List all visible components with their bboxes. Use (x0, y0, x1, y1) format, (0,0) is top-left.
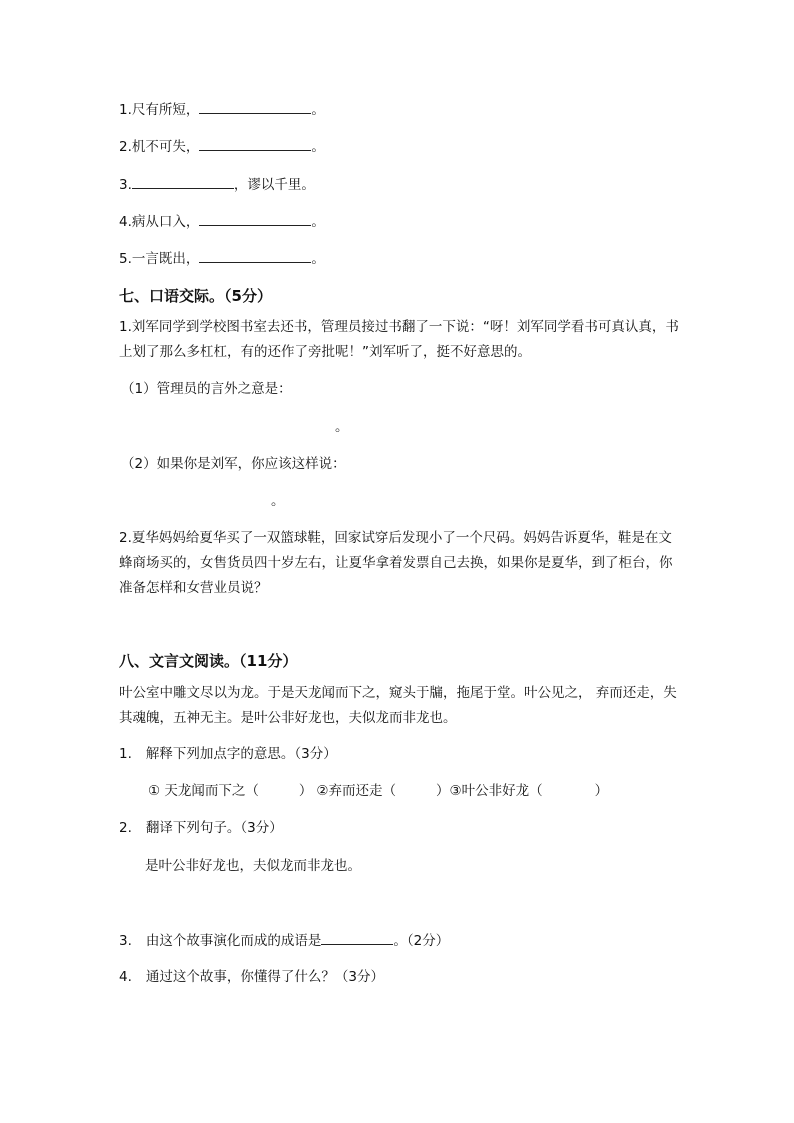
idiom-1-suffix: 。 (311, 102, 325, 118)
question-4-number: 4. (119, 969, 132, 985)
idiom-3-prefix: 3. (119, 177, 132, 193)
idiom-2-blank[interactable] (199, 136, 311, 151)
idiom-5-suffix: 。 (311, 251, 325, 267)
item-c-close: ） (594, 783, 609, 799)
idiom-5-blank[interactable] (199, 248, 311, 263)
question-3-blank[interactable] (321, 930, 393, 945)
item-a-label: ① 天龙闻而下之（ (148, 783, 259, 799)
idiom-line-3 (119, 174, 315, 195)
question-2-text: 翻译下列句子。（3分） (145, 820, 283, 836)
idiom-line-2 (119, 136, 325, 157)
idiom-2-prefix: 2.机不可失， (119, 139, 200, 155)
idiom-2-suffix: 。 (311, 139, 325, 155)
question-1-number: 1. (119, 746, 132, 762)
question-1-text: 解释下列加点字的意思。（3分） (145, 746, 337, 762)
section-8-question-1 (119, 744, 337, 764)
question-2-sentence: 是叶公非好龙也，夫似龙而非龙也。 (145, 858, 361, 874)
section-7-sub-1-answer-end[interactable]: 。 (335, 419, 349, 435)
question-4-text: 通过这个故事，你懂得了什么？（3分） (145, 969, 384, 985)
question-2-number: 2. (119, 820, 132, 836)
item-c-label: ③叶公非好龙（ (449, 783, 543, 799)
classical-passage: 叶公室中雕文尽以为龙。于是天龙闻而下之，窥头于牖，拖尾于堂。叶公见之， 弃而还走，失其魂魄，五神无主。是叶公非好龙也，夫似龙而非龙也。 (119, 685, 677, 726)
section-7-question-1: 1.刘军同学到学校图书室去还书，管理员接过书翻了一下说：“呀！刘军同学看书可真认真，书上划了那么多杠杠，有的还作了旁批呢！”刘军听了，挺不好意思的。 (119, 319, 679, 360)
item-b-close: ） (436, 783, 450, 799)
idiom-line-4 (119, 211, 325, 232)
idiom-4-blank[interactable] (199, 211, 311, 226)
section-7-sub-1: （1）管理员的言外之意是： (121, 381, 292, 397)
section-8-question-2 (119, 818, 283, 838)
question-3-number: 3. (119, 933, 132, 949)
section-8-question-3 (119, 930, 449, 951)
idiom-5-prefix: 5.一言既出， (119, 251, 200, 267)
idiom-1-prefix: 1.尺有所短， (119, 102, 200, 118)
section-7-sub-2: （2）如果你是刘军，你应该这样说： (121, 456, 346, 472)
question-3-prefix: 由这个故事演化而成的成语是 (145, 933, 322, 949)
section-7-question-2: 2.夏华妈妈给夏华买了一双篮球鞋，回家试穿后发现小了一个尺码。妈妈告诉夏华，鞋是在文蜂商场买的，女售货员四十岁左右，让夏华拿着发票自己去换，如果你是夏华，到了柜台，你准备怎样和女营业员说？ (119, 530, 673, 596)
question-3-suffix: 。（2分） (393, 933, 450, 949)
section-8-question-4 (119, 967, 384, 987)
idiom-1-blank[interactable] (199, 99, 311, 114)
idiom-4-prefix: 4.病从口入， (119, 214, 200, 230)
section-7-sub-2-answer-end[interactable]: 。 (271, 493, 285, 509)
idiom-4-suffix: 。 (311, 214, 325, 230)
idiom-3-blank[interactable] (132, 174, 234, 189)
idiom-3-suffix: ，谬以千里。 (233, 177, 315, 193)
idiom-line-5 (119, 248, 325, 269)
idiom-line-1 (119, 99, 325, 120)
section-8-title: 八、文言文阅读。（11分） (119, 652, 298, 670)
question-1-items (148, 781, 608, 801)
section-7-title: 七、口语交际。（5分） (119, 287, 272, 305)
item-a-close: ） (298, 783, 313, 799)
item-b-label: ②弃而还走（ (316, 783, 397, 799)
